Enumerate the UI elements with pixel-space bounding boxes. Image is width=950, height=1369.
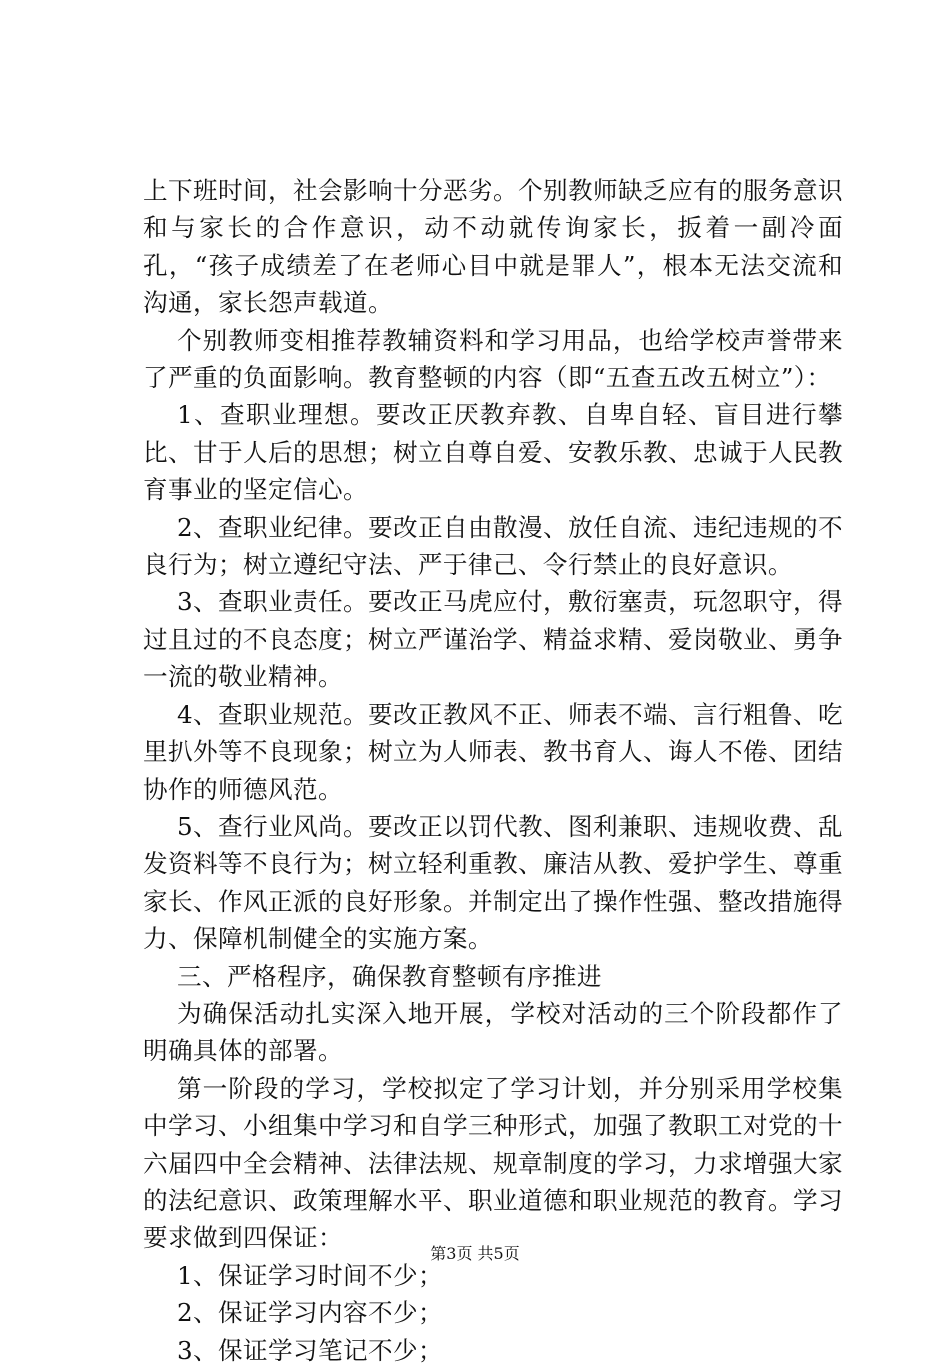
document-body [143,172,843,1369]
list-item: 3、查职业责任。要改正马虎应付，敷衍塞责，玩忽职守，得过且过的不良态度；树立严谨治学、精益求精、爱岗敬业、勇争一流的敬业精神。 [143,587,843,692]
paragraph: 上下班时间，社会影响十分恶劣。个别教师缺乏应有的服务意识和与家长的合作意识，动不动就传询家长，扳着一副冷面孔，“孩子成绩差了在老师心目中就是罪人”，根本无法交流和沟通，家长怨声载道。 [143,176,843,318]
list-item: 4、查职业规范。要改正教风不正、师表不端、言行粗鲁、吃里扒外等不良现象；树立为人师表、教书育人、诲人不倦、团结协作的师德风范。 [143,699,843,804]
list-item: 2、查职业纪律。要改正自由散漫、放任自流、违纪违规的不良行为；树立遵纪守法、严于律己、令行禁止的良好意识。 [143,512,843,580]
list-item: 3、保证学习笔记不少； [177,1335,443,1365]
list-item: 1、查职业理想。要改正厌教弃教、自卑自轻、盲目进行攀比、甘于人后的思想；树立自尊自爱、安教乐教、忠诚于人民教育事业的坚定信心。 [143,400,843,505]
paragraph: 个别教师变相推荐教辅资料和学习用品，也给学校声誉带来了严重的负面影响。教育整顿的内容（即“五查五改五树立”）： [143,325,843,393]
list-item: 2、保证学习内容不少； [177,1298,443,1328]
page-number-footer: 第3页 共5页 [430,1244,520,1263]
section-heading: 三、严格程序，确保教育整顿有序推进 [177,961,602,991]
paragraph: 为确保活动扎实深入地开展，学校对活动的三个阶段都作了明确具体的部署。 [143,998,843,1066]
list-item: 1、保证学习时间不少； [177,1260,443,1290]
paragraph: 第一阶段的学习，学校拟定了学习计划，并分别采用学校集中学习、小组集中学习和自学三种形式，加强了教职工对党的十六届四中全会精神、法律法规、规章制度的学习，力求增强大家的法纪意识、政策理解水平、职业道德和职业规范的教育。学习要求做到四保证： [143,1073,843,1253]
list-item: 5、查行业风尚。要改正以罚代教、图利兼职、违规收费、乱发资料等不良行为；树立轻利重教、廉洁从教、爱护学生、尊重家长、作风正派的良好形象。并制定出了操作性强、整改措施得力、保障机制健全的实施方案。 [143,811,843,954]
